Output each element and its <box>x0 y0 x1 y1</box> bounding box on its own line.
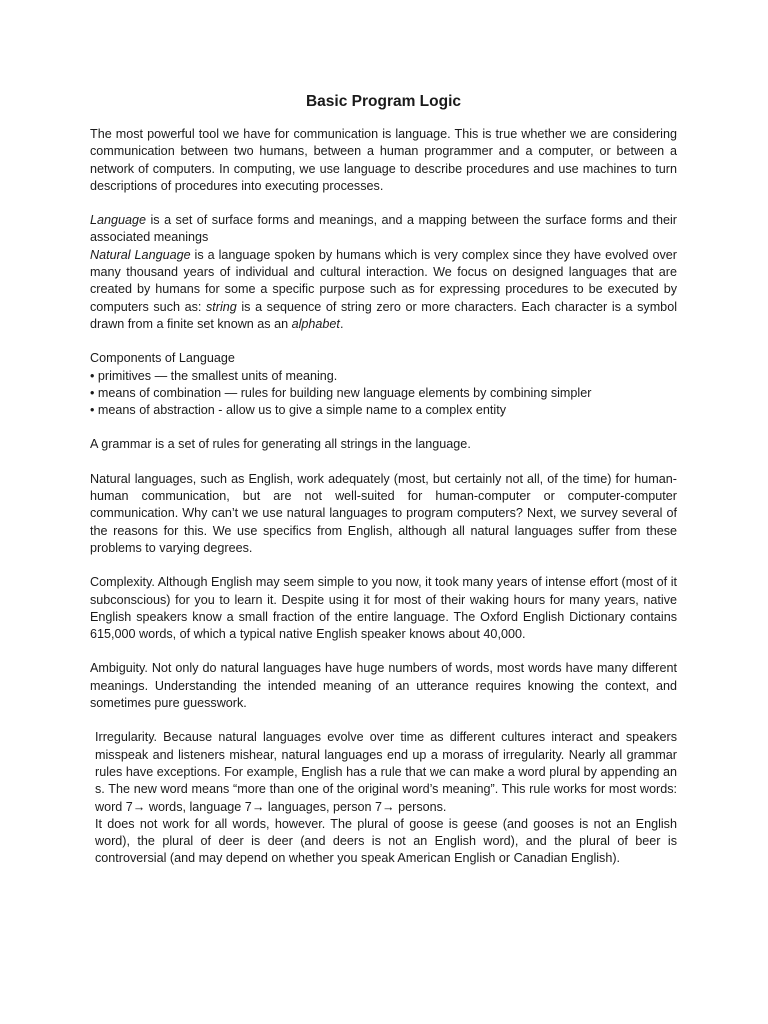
complexity-paragraph: Complexity. Although English may seem simple to you now, it took many years of intense effort (most of it subconscious) for you to learn it. Despite using it for most of their waking hours for many years, native English speakers know a small fraction of the entire language. The Oxford English Dictionary contains 615,000 words, of which a typical native English speaker knows about 40,000. <box>90 575 677 642</box>
components-heading: Components of Language <box>90 351 235 366</box>
ambiguity-paragraph: Ambiguity. Not only do natural languages have huge numbers of words, most words have many different meanings. Understanding the intended meaning of an utterance requires knowing the context, and sometimes pure guesswork. <box>90 661 677 711</box>
paragraph-gap <box>90 419 677 436</box>
string-term: string <box>205 299 237 314</box>
language-definition <box>90 212 677 247</box>
components-item-abstraction: • means of abstraction - allow us to give a simple name to a complex entity <box>90 403 506 418</box>
grammar-paragraph: A grammar is a set of rules for generating all strings in the language. <box>90 437 471 452</box>
natural-language-paragraph <box>90 247 677 333</box>
natural-language-text-1: is a language spoken by humans which is very complex since they have evolved over many thousand years of individual and cultural interaction. We focus on designed languages that are created by humans for some a specific purpose such as for expressing procedures to be executed by computers such as: <box>90 247 677 314</box>
paragraph-gap <box>90 333 677 350</box>
natural-language-text-2: is a sequence of string zero or more characters. Each character is a symbol drawn from a finite set known as an <box>90 299 677 331</box>
components-item-primitives: • primitives — the smallest units of meaning. <box>90 368 338 383</box>
document-page <box>90 92 677 868</box>
paragraph-gap <box>90 195 677 212</box>
irregularity-continuation: It does not work for all words, however. The plural of goose is geese (and gooses is not an English word), the plural of deer is deer (and deers is not an English word), and the plural of beer is controversial (and may depend on whether you speak American English or Canadian English). <box>95 816 677 866</box>
intro-paragraph: The most powerful tool we have for communication is language. This is true whether we are considering communication between two humans, between a human programmer and a computer, or between a network of computers. In computing, we use language to describe procedures and use machines to turn descriptions of procedures into executing processes. <box>90 127 677 193</box>
alphabet-term: alphabet <box>291 316 340 331</box>
components-item-combination: • means of combination — rules for building new language elements by combining simpler <box>90 385 592 400</box>
natural-language-term: Natural Language <box>90 247 191 262</box>
natural-languages-paragraph: Natural languages, such as English, work adequately (most, but certainly not all, of the time) for human-human communication, but are not well-suited for human-computer or computer-computer communication. Why can’t we use natural languages to program computers? Next, we survey several of the reasons for this. We use specifics from English, although all natural languages suffer from these problems to varying degrees. <box>90 471 677 555</box>
natural-language-text-3: . <box>339 316 344 331</box>
paragraph-gap <box>90 712 677 729</box>
paragraph-gap <box>90 454 677 471</box>
irregularity-paragraph: Irregularity. Because natural languages evolve over time as different cultures interact and speakers misspeak and listeners mishear, natural languages end up a morass of irregularity. Nearly all grammar rules have exceptions. For example, English has a rule that we can make a word plural by appending an s. The new word means “more than one of the original word’s meaning”. This rule works for most words: word 7→ words, language 7→ languages, person 7→ persons. <box>95 730 677 814</box>
language-term: Language <box>90 213 147 228</box>
paragraph-gap <box>90 557 677 574</box>
page-title: Basic Program Logic <box>305 93 462 110</box>
language-definition-text: is a set of surface forms and meanings, and a mapping between the surface forms and their associated meanings <box>90 213 677 245</box>
paragraph-gap <box>90 643 677 660</box>
